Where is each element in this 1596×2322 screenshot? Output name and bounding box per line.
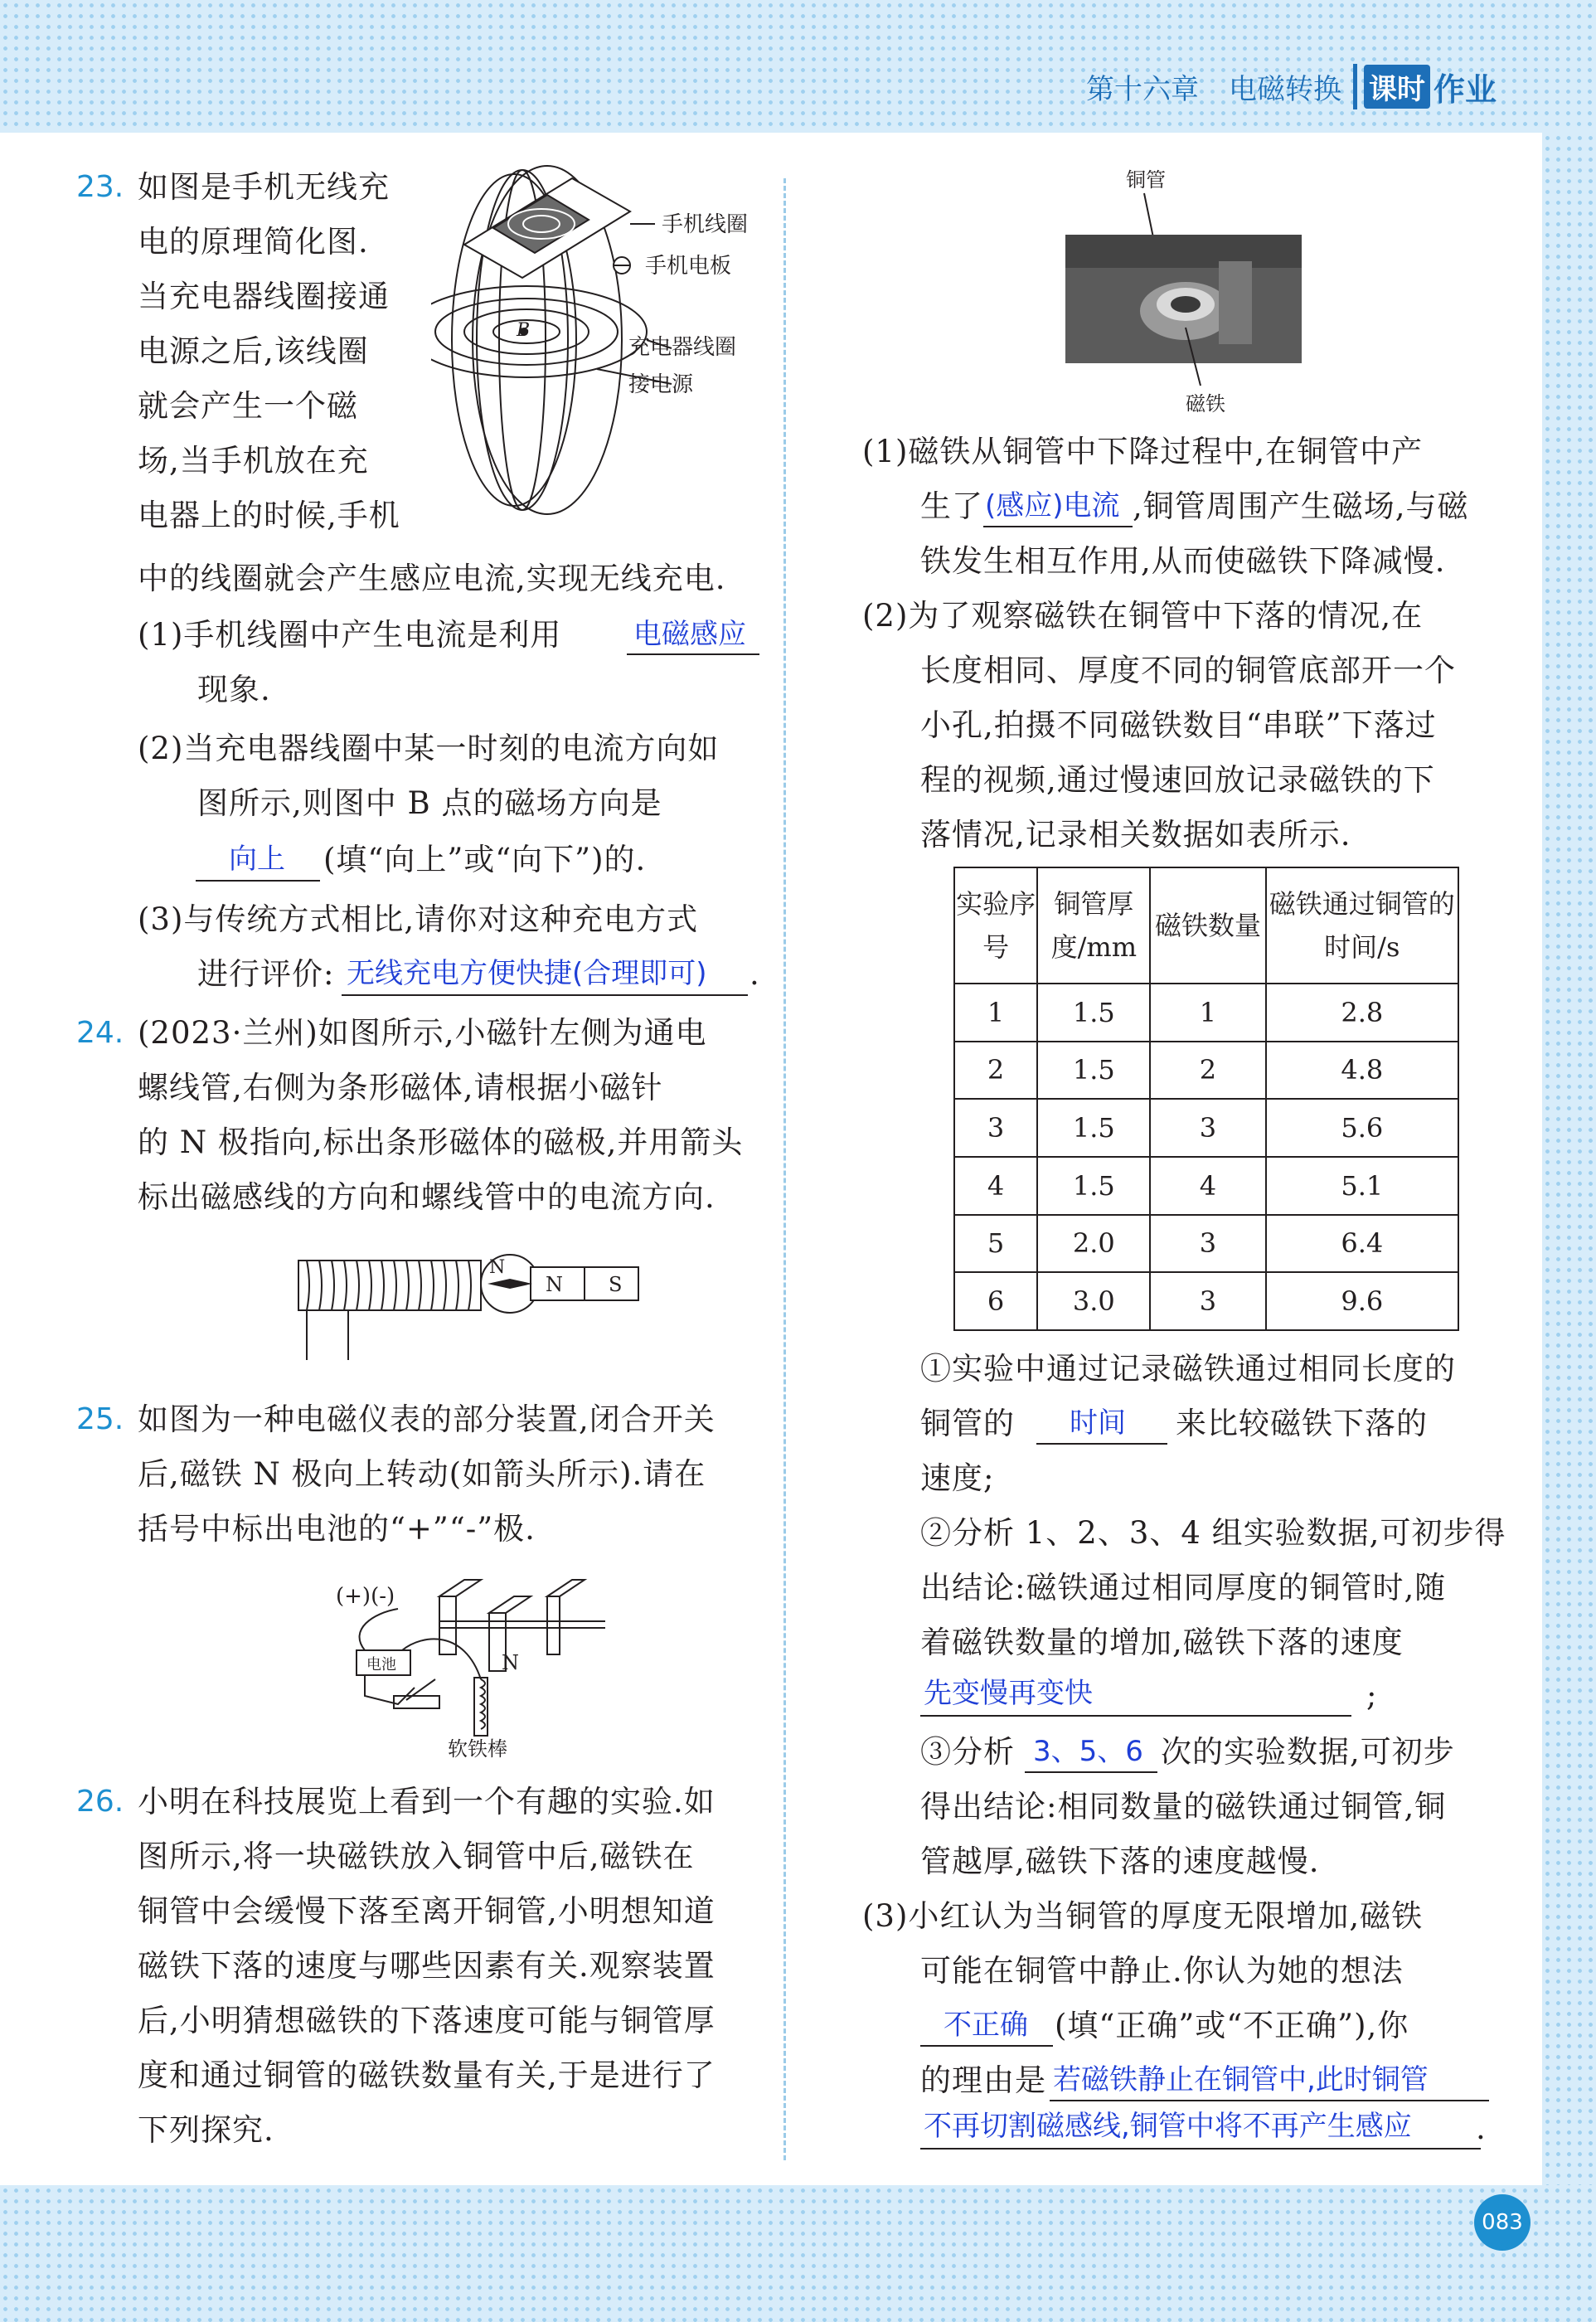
q23-part2-end: (填“向上”或“向下”)的. — [323, 842, 647, 877]
table-cell: 5.1 — [1266, 1157, 1458, 1215]
answer-underline — [342, 994, 748, 996]
q23-part3: (3)与传统方式相比,请你对这种充电方式 — [138, 901, 699, 937]
question-number-25: 25. — [76, 1402, 124, 1436]
q23-line: 电的原理简化图. — [138, 224, 369, 260]
table-cell: 2 — [954, 1042, 1037, 1100]
q23-line: 如图是手机无线充 — [138, 169, 390, 205]
table-row — [954, 1042, 1458, 1100]
question-number-23: 23. — [76, 170, 124, 204]
table-cell: 2.8 — [1266, 984, 1458, 1042]
q26-sub3: ③分析 — [920, 1734, 1015, 1770]
q26-sub3-answer: 3、5、6 — [1033, 1735, 1143, 1768]
q26-line: 磁铁下落的速度与哪些因素有关.观察装置 — [138, 1948, 716, 1984]
data-table — [953, 867, 1459, 1331]
q23-line: 当充电器线圈接通 — [138, 279, 390, 314]
table-cell: 1 — [1150, 984, 1265, 1042]
soft-iron-label: 软铁棒 — [448, 1737, 507, 1758]
q23-part1: (1)手机线圈中产生电流是利用 — [138, 617, 562, 653]
q23-line: 就会产生一个磁 — [138, 388, 358, 424]
table-cell: 3 — [1150, 1099, 1265, 1157]
table-cell: 2 — [1150, 1042, 1265, 1100]
q23-line: 电源之后,该线圈 — [138, 333, 369, 369]
q24-line: 螺线管,右侧为条形磁体,请根据小磁针 — [138, 1070, 663, 1105]
table-cell: 3 — [954, 1099, 1037, 1157]
table-cell: 1.5 — [1037, 1099, 1150, 1157]
q23-line: 中的线圈就会产生感应电流,实现无线充电. — [138, 561, 726, 596]
q26-part1: ,铜管周围产生磁场,与磁 — [1133, 488, 1469, 524]
answer-underline — [196, 880, 320, 882]
table-cell: 3 — [1150, 1215, 1265, 1273]
table-header: 磁铁通过铜管的时间/s — [1266, 867, 1458, 984]
q26-sub1-answer: 时间 — [1070, 1406, 1126, 1440]
table-header: 铜管厚度/mm — [1037, 867, 1150, 984]
solenoid-magnet-figure — [282, 1236, 663, 1368]
q24-line: (2023·兰州)如图所示,小磁针左侧为通电 — [138, 1015, 707, 1051]
phone-coil-label: 手机线圈 — [662, 212, 749, 237]
table-row — [954, 1099, 1458, 1157]
answer-underline — [1036, 1443, 1167, 1445]
battery-label: 电池 — [366, 1656, 396, 1673]
q25-line: 括号中标出电池的“+”“-”极. — [138, 1511, 536, 1547]
q26-sub2: ②分析 1、2、3、4 组实验数据,可初步得 — [920, 1515, 1506, 1551]
q26-part3-reason: 若磁铁静止在铜管中,此时铜管 — [1053, 2063, 1429, 2096]
q26-line: 图所示,将一块磁铁放入铜管中后,磁铁在 — [138, 1839, 695, 1874]
topic-title: 电磁转换 — [1229, 72, 1341, 106]
table-row — [954, 1272, 1458, 1330]
q23-part3-end: . — [749, 956, 760, 992]
chapter-title: 第十六章 — [1086, 72, 1199, 106]
q26-part3: (填“正确”或“不正确”),你 — [1055, 2008, 1409, 2043]
question-number-26: 26. — [76, 1785, 124, 1819]
q26-part2: 落情况,记录相关数据如表所示. — [920, 817, 1351, 853]
q26-line: 小明在科技展览上看到一个有趣的实验.如 — [138, 1784, 716, 1819]
table-cell: 4.8 — [1266, 1042, 1458, 1100]
q26-part3: 的理由是 — [920, 2062, 1046, 2098]
q26-sub3: 管越厚,磁铁下落的速度越慢. — [920, 1844, 1320, 1879]
magnet-n-label: N — [502, 1651, 519, 1674]
table-cell: 3 — [1150, 1272, 1265, 1330]
q26-line: 铜管中会缓慢下落至离开铜管,小明想知道 — [138, 1893, 716, 1929]
phone-board-label: 手机电板 — [645, 254, 732, 279]
table-cell: 9.6 — [1266, 1272, 1458, 1330]
table-row — [954, 1157, 1458, 1215]
question-number-24: 24. — [76, 1016, 124, 1050]
q26-part1: 生了 — [920, 488, 983, 524]
q23-part2: (2)当充电器线圈中某一时刻的电流方向如 — [138, 731, 720, 766]
q23-part3: 进行评价: — [197, 956, 335, 992]
q26-sub1: 铜管的 — [920, 1406, 1015, 1441]
table-cell: 1.5 — [1037, 1042, 1150, 1100]
answer-underline — [1025, 1771, 1157, 1773]
q26-part3-reason: 不再切割磁感线,铜管中将不再产生感应 — [924, 2110, 1412, 2143]
needle-n-label: N — [489, 1257, 506, 1278]
answer-underline — [920, 1715, 1351, 1717]
q23-answer1: 电磁感应 — [633, 618, 746, 651]
q26-part3-answer: 不正确 — [944, 2009, 1028, 2042]
logo-box-text: 课时 — [1364, 65, 1430, 109]
wireless-charging-figure — [431, 162, 767, 518]
answer-underline — [627, 653, 759, 655]
right-dot-band — [1542, 133, 1596, 2185]
q26-sub1: 速度; — [920, 1460, 995, 1496]
q23-line: 场,当手机放在充 — [138, 443, 369, 478]
answer-underline — [920, 2045, 1053, 2047]
q24-line: 的 N 极指向,标出条形磁体的磁极,并用箭头 — [138, 1125, 744, 1160]
logo-text: 作业 — [1433, 70, 1497, 108]
q23-answer3: 无线充电方便快捷(合理即可) — [347, 957, 707, 990]
q26-answer1: (感应)电流 — [985, 489, 1120, 522]
q26-sub3: 次的实验数据,可初步 — [1161, 1734, 1455, 1770]
q26-part2: (2)为了观察磁铁在铜管中下落的情况,在 — [862, 598, 1424, 634]
table-header: 磁铁数量 — [1150, 867, 1265, 984]
logo — [1353, 64, 1497, 109]
q26-part3: (3)小红认为当铜管的厚度无限增加,磁铁 — [862, 1898, 1424, 1934]
answer-underline — [983, 526, 1133, 527]
page-number: 083 — [1474, 2194, 1531, 2251]
battery-poles-label: (+)(-) — [336, 1584, 395, 1609]
table-cell: 6.4 — [1266, 1215, 1458, 1273]
charger-coil-label: 充电器线圈 — [628, 335, 737, 360]
q26-sub3: 得出结论:相同数量的磁铁通过铜管,铜 — [920, 1789, 1447, 1824]
table-cell: 5 — [954, 1215, 1037, 1273]
q26-sub1: 来比较磁铁下落的 — [1176, 1406, 1428, 1441]
table-cell: 1.5 — [1037, 984, 1150, 1042]
b-point-label: B — [517, 320, 531, 341]
q23-line: 电器上的时候,手机 — [138, 498, 400, 533]
magnet-s-label: S — [609, 1273, 623, 1296]
q23-part2: 图所示,则图中 B 点的磁场方向是 — [197, 785, 662, 821]
table-row — [954, 984, 1458, 1042]
q24-line: 标出磁感线的方向和螺线管中的电流方向. — [138, 1179, 716, 1215]
q26-part2: 程的视频,通过慢速回放记录磁铁的下 — [920, 762, 1435, 798]
copper-tube-photo — [1061, 162, 1310, 423]
q26-line: 后,小明猜想磁铁的下落速度可能与铜管厚 — [138, 2003, 716, 2038]
q26-sub2-answer: 先变慢再变快 — [924, 1677, 1093, 1710]
table-cell: 2.0 — [1037, 1215, 1150, 1273]
meter-device-figure — [332, 1571, 622, 1758]
table-cell: 4 — [954, 1157, 1037, 1215]
table-cell: 1.5 — [1037, 1157, 1150, 1215]
q26-part2: 长度相同、厚度不同的铜管底部开一个 — [920, 653, 1456, 688]
q25-line: 后,磁铁 N 极向上转动(如箭头所示).请在 — [138, 1456, 706, 1492]
bottom-dot-band — [0, 2185, 1596, 2322]
answer-underline — [920, 2148, 1481, 2150]
table-cell: 1 — [954, 984, 1037, 1042]
table-cell: 4 — [1150, 1157, 1265, 1215]
table-cell: 6 — [954, 1272, 1037, 1330]
q26-part3-end: . — [1476, 2111, 1487, 2146]
q26-part1: (1)磁铁从铜管中下降过程中,在铜管中产 — [862, 434, 1424, 469]
q26-line: 下列探究. — [138, 2112, 274, 2148]
table-cell: 5.6 — [1266, 1099, 1458, 1157]
table-header: 实验序号 — [954, 867, 1037, 984]
table-row — [954, 1215, 1458, 1273]
q23-answer2: 向上 — [229, 843, 285, 876]
power-label: 接电源 — [628, 372, 694, 397]
q23-part1-end: 现象. — [197, 672, 271, 707]
q26-part1: 铁发生相互作用,从而使磁铁下降减慢. — [920, 543, 1446, 579]
q26-sub2: 着磁铁数量的增加,磁铁下落的速度 — [920, 1625, 1404, 1660]
page-header — [1086, 65, 1497, 108]
column-divider — [783, 178, 786, 2160]
magnet-n-label: N — [546, 1273, 563, 1296]
copper-tube-label: 铜管 — [1126, 168, 1166, 192]
table-cell: 3.0 — [1037, 1272, 1150, 1330]
q26-sub1: ①实验中通过记录磁铁通过相同长度的 — [920, 1351, 1456, 1387]
q26-part3: 可能在铜管中静止.你认为她的想法 — [920, 1953, 1404, 1989]
q26-sub2: ; — [1366, 1678, 1378, 1713]
q25-line: 如图为一种电磁仪表的部分装置,闭合开关 — [138, 1401, 716, 1437]
q26-sub2: 出结论:磁铁通过相同厚度的铜管时,随 — [920, 1570, 1447, 1605]
q26-line: 度和通过铜管的磁铁数量有关,于是进行了 — [138, 2057, 716, 2093]
q26-part2: 小孔,拍摄不同磁铁数目“串联”下落过 — [920, 707, 1437, 743]
magnet-label: 磁铁 — [1186, 392, 1225, 415]
